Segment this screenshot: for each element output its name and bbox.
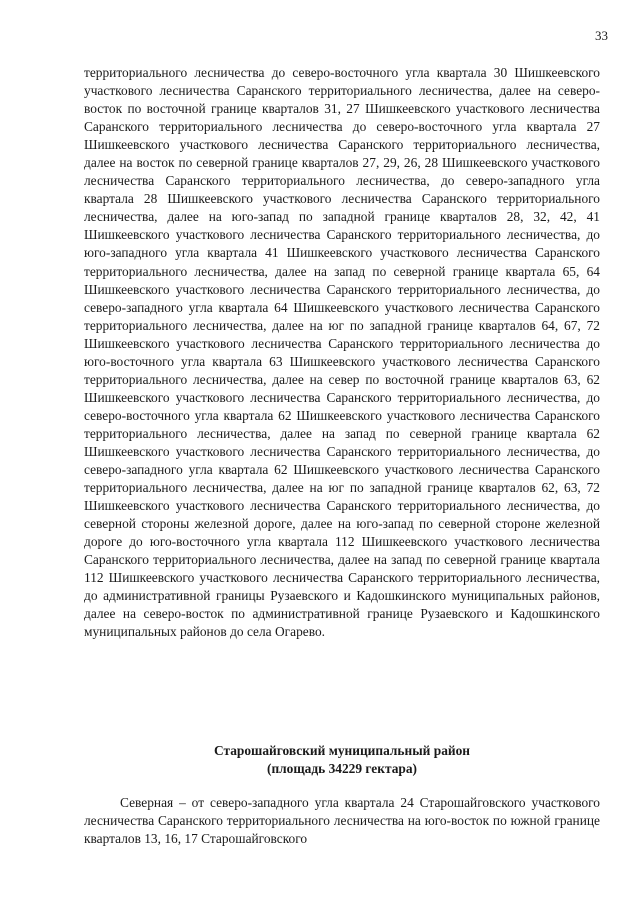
paragraph-text: территориального лесничества до северо-восточного угла квартала 30 Шишкеевского участкового лесничества Саранского территориального лесничества, далее на северо-восток по восточной границе кварталов 31, 27 Шишкеевского участкового лесничества Саранского территориального лесничества до северо-восточного угла квартала 27 Шишкеевского участкового лесничества Саранского территориального лесничества, далее на восток по северной границе кварталов 27, 29, 26, 28 Шишкеевского участкового лесничества Саранского территориального лесничества, до северо-западного угла квартала 28 Шишкеевского участкового лесничества Саранского территориального лесничества, далее на юго-запад по западной границе кварталов 28, 32, 42, 41 Шишкеевского участкового лесничества Саранского территориального лесничества, до юго-западного угла квартала 41 Шишкеевского участкового лесничества Саранского территориального лесничества, далее на запад по северной границе квартала 65, 64 Шишкеевского участкового лесничества Саранского территориального лесничества, до северо-западного угла квартала 64 Шишкеевского участкового лесничества Саранского территориального лесничества, далее на юг по западной границе кварталов 64, 67, 72 Шишкеевского участкового лесничества Саранского территориального лесничества до юго-восточного угла квартала 63 Шишкеевского участкового лесничества Саранского территориального лесничества, далее на север по восточной границе кварталов 63, 62 Шишкеевского участкового лесничества Саранского территориального лесничества, до северо-восточного угла квартала 62 Шишкеевского участкового лесничества Саранского территориального лесничества, далее на запад по северной границе квартала 62 Шишкеевского участкового лесничества Саранского территориального лесничества, до северо-западного угла квартала 62 Шишкеевского участкового лесничества Саранского территориального лесничества, далее на юг по западной границе кварталов 62, 63, 72 Шишкеевского участкового лесничества Саранского территориального лесничества, до северной стороны железной дороге, далее на юго-запад по северной стороне железной дороге до юго-восточного угла квартала 112 Шишкеевского участкового лесничества Саранского территориального лесничества, далее на запад по северной границе квартала 112 Шишкеевского участкового лесничества Саранского территориального лесничества, до административной границы Рузаевского и Кадошкинского муниципальных районов, далее на северо-восток по административной границе Рузаевского и Кадошкинского муниципальных районов до села Огарево. [84, 65, 600, 640]
northern-boundary-paragraph [84, 794, 600, 848]
district-title: Старошайговский муниципальный район [213, 743, 471, 758]
section-heading [84, 742, 600, 778]
paragraph-text: Северная – от северо-западного угла квартала 24 Старошайговского участкового лесничества Саранского территориального лесничества на юго-восток по южной границе кварталов 13, 16, 17 Старошайговского [84, 795, 600, 847]
district-area: (площадь 34229 гектара) [266, 761, 417, 776]
page-number: 33 [595, 28, 608, 43]
boundary-description-paragraph [84, 64, 600, 642]
